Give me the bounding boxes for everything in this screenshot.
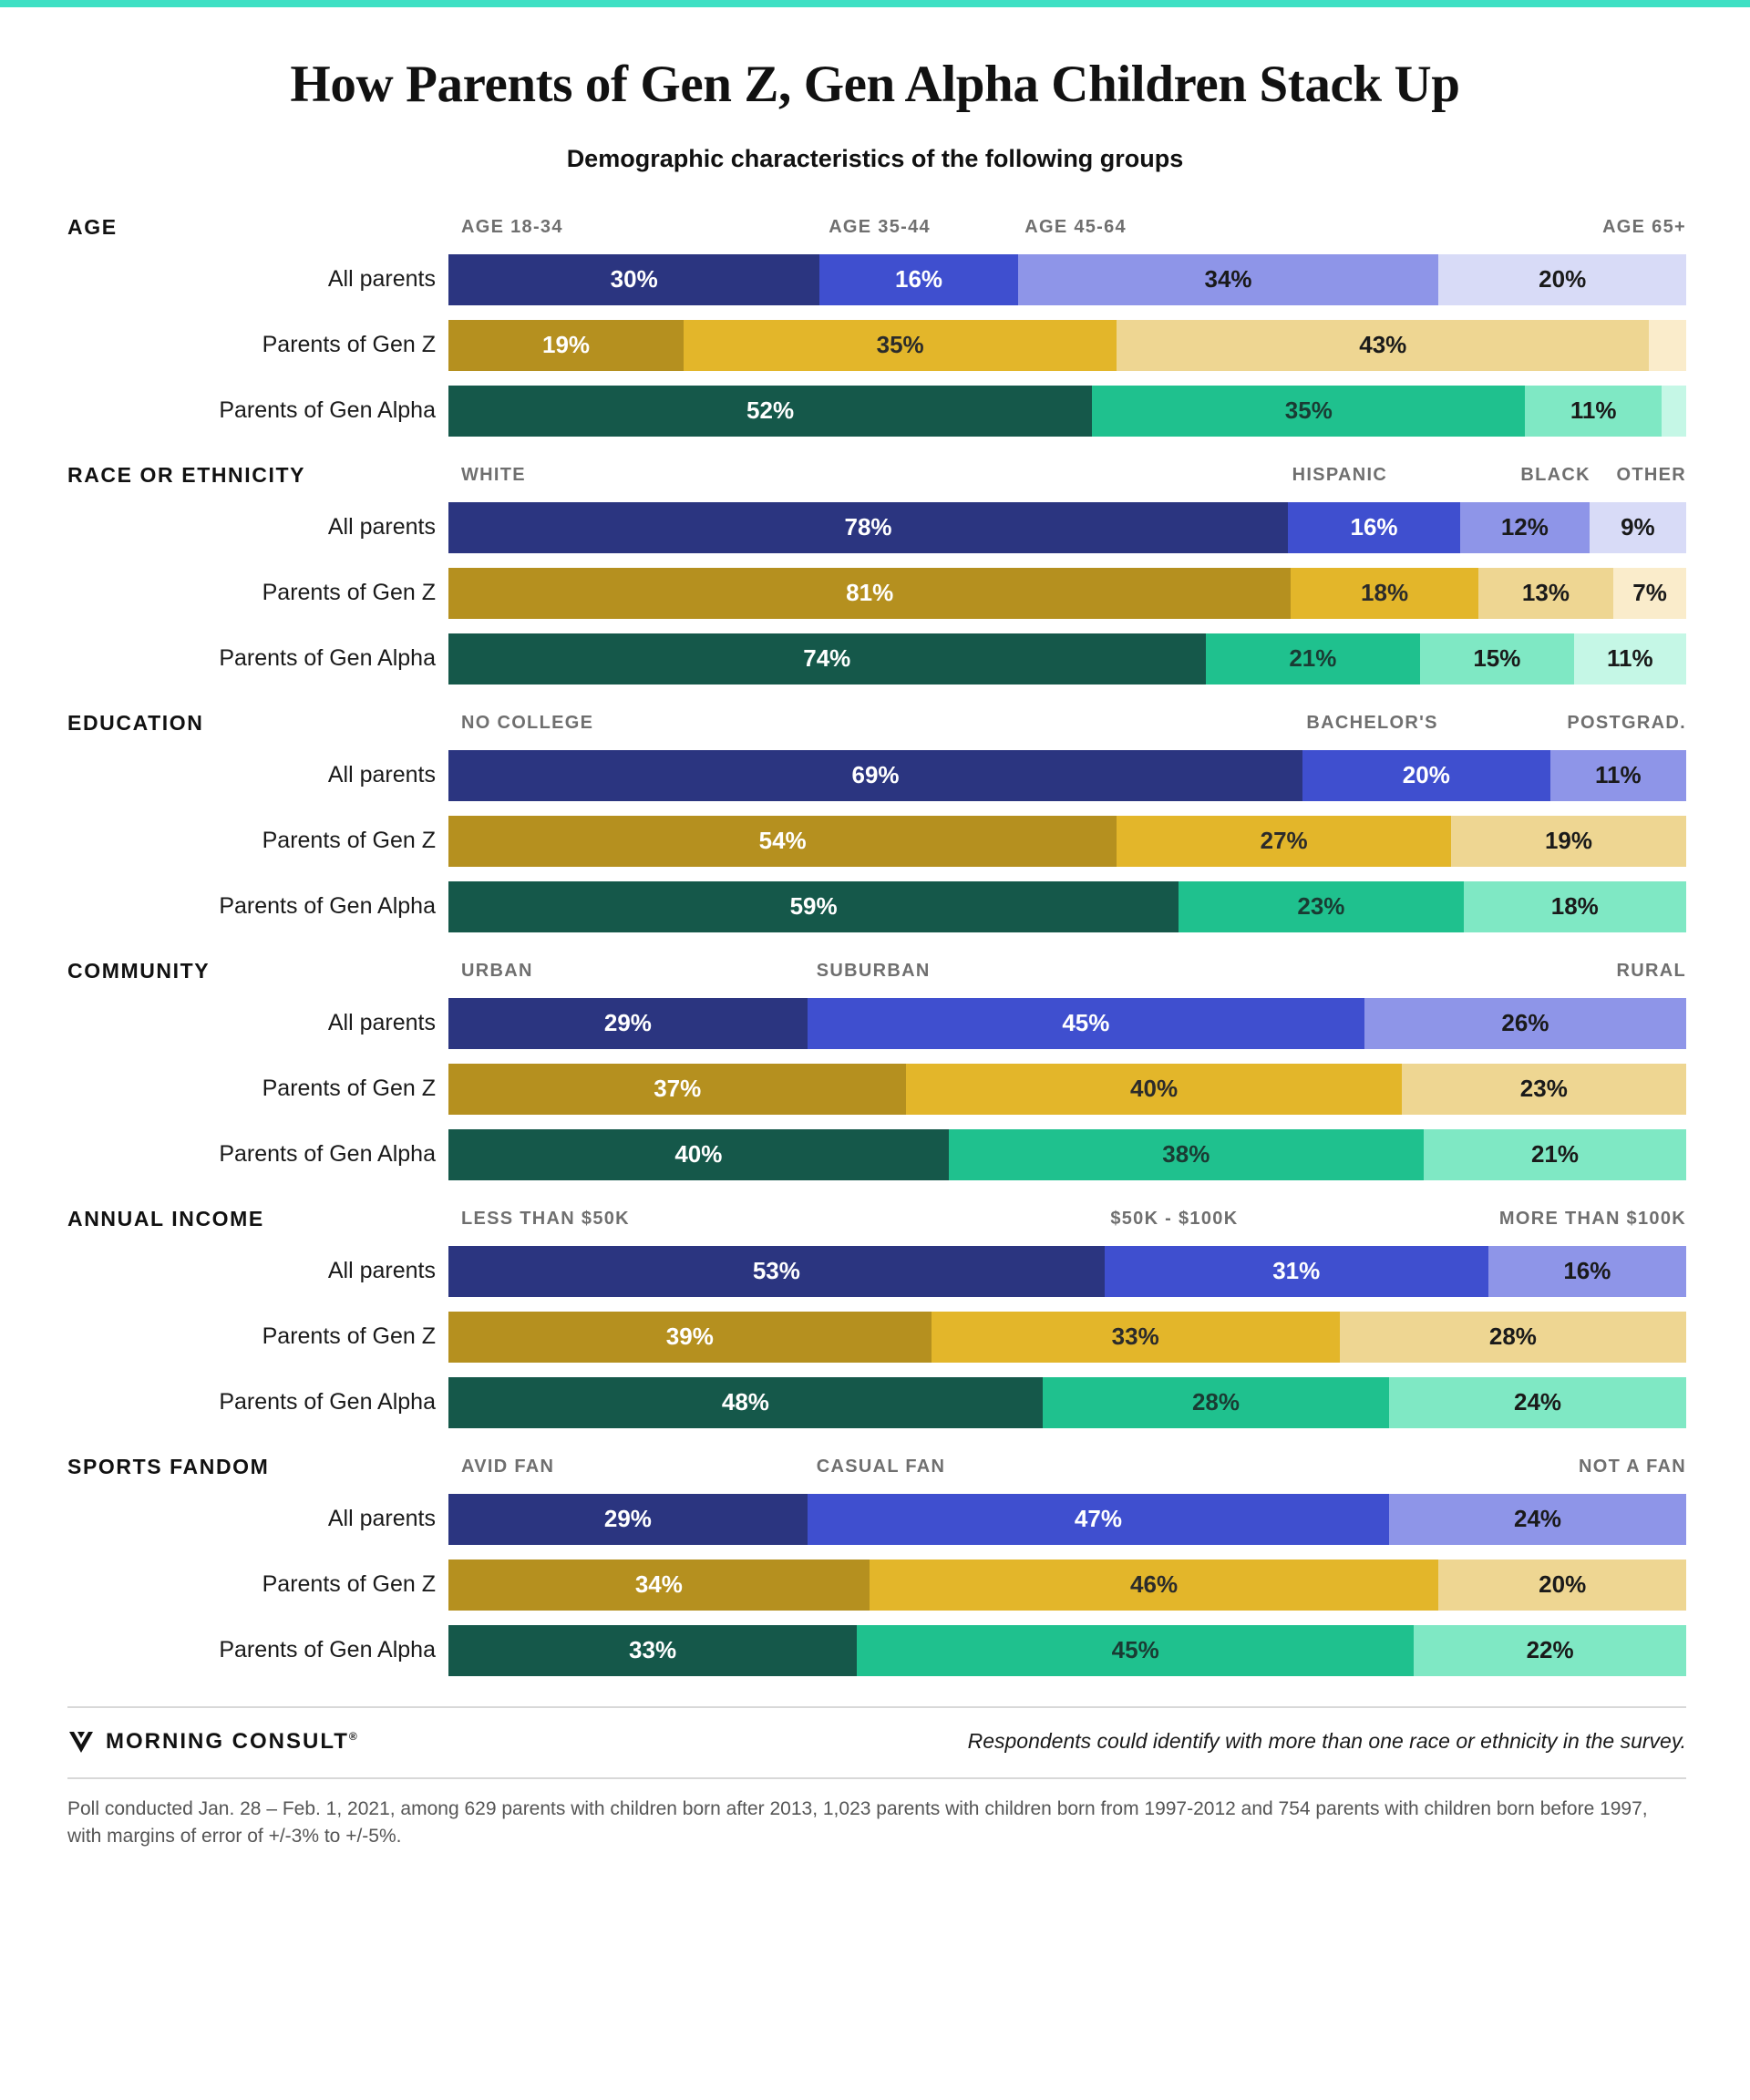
chart-row [67, 1127, 1686, 1183]
stacked-bar [448, 1129, 1686, 1180]
accent-top-rule [0, 0, 1750, 7]
chart-row [67, 1309, 1686, 1365]
row-label: Parents of Gen Z [262, 580, 436, 606]
category-label: NOT A FAN [1579, 1456, 1686, 1477]
bar-segment: 24% [1389, 1494, 1686, 1545]
bar-segment: 81% [448, 568, 1291, 619]
bar-segment: 26% [1364, 998, 1686, 1049]
bar-segment: 11% [1550, 750, 1686, 801]
category-labels [461, 1457, 1686, 1488]
bar-segment: 18% [1464, 881, 1686, 932]
row-label: All parents [327, 1506, 436, 1532]
chart-row [67, 1061, 1686, 1117]
page-title: How Parents of Gen Z, Gen Alpha Children Stack Up [290, 56, 1460, 113]
stacked-bar [448, 1494, 1686, 1545]
stacked-bar [448, 502, 1686, 553]
bar-segment: 11% [1574, 633, 1686, 685]
chart-row [67, 1557, 1686, 1613]
category-label: OTHER [1616, 464, 1686, 485]
category-label: CASUAL FAN [816, 1456, 946, 1477]
stacked-bar [448, 816, 1686, 867]
bar-segment: 20% [1438, 1560, 1686, 1611]
category-label: $50K - $100K [1110, 1208, 1239, 1229]
bar-segment: 16% [1488, 1246, 1686, 1297]
bar-segment: 21% [1206, 633, 1421, 685]
row-label: Parents of Gen Alpha [219, 1637, 436, 1663]
chart-section [67, 215, 1686, 439]
stacked-bar [448, 750, 1686, 801]
category-label: AGE 65+ [1602, 216, 1686, 237]
bar-segment: 29% [448, 998, 808, 1049]
brand [67, 1728, 359, 1755]
stacked-bar [448, 1312, 1686, 1363]
section-header [67, 1207, 1686, 1243]
bar-segment: 53% [448, 1246, 1105, 1297]
row-label: Parents of Gen Z [262, 828, 436, 854]
category-label: HISPANIC [1292, 464, 1388, 485]
stacked-bar [448, 633, 1686, 685]
bar-segment: 45% [857, 1625, 1414, 1676]
section-title: COMMUNITY [67, 958, 211, 983]
chart-section [67, 1207, 1686, 1431]
bar-segment: 31% [1105, 1246, 1488, 1297]
brand-name-text: MORNING CONSULT [106, 1728, 349, 1754]
stacked-bar [448, 881, 1686, 932]
category-label: MORE THAN $100K [1498, 1208, 1686, 1229]
category-label: URBAN [461, 960, 533, 981]
chart-row [67, 879, 1686, 935]
source-text: Poll conducted Jan. 28 – Feb. 1, 2021, among 629 parents with children born after 2013, 1,023 parents with children born from 1997-2012 and 754 parents with children born before 1997, with margins of error of +/-3% to +/-5%. [67, 1797, 1648, 1848]
chart-section [67, 463, 1686, 687]
bar-segment: 24% [1389, 1377, 1686, 1428]
category-labels [461, 465, 1686, 496]
source-section [67, 1777, 1686, 1879]
stacked-bar [448, 568, 1686, 619]
category-label: AGE 18-34 [461, 216, 563, 237]
stacked-bar [448, 320, 1686, 371]
chart-row [67, 383, 1686, 439]
bar-segment: 59% [448, 881, 1179, 932]
chart-row [67, 995, 1686, 1052]
bar-segment: 47% [808, 1494, 1389, 1545]
row-label: All parents [327, 762, 436, 788]
stacked-bar [448, 254, 1686, 305]
bar-segment: 78% [448, 502, 1288, 553]
bar-segment: 39% [448, 1312, 932, 1363]
bar-segment: 19% [1451, 816, 1686, 867]
bar-segment: 7% [1613, 568, 1686, 619]
footnote: Respondents could identify with more than one race or ethnicity in the survey. [967, 1729, 1686, 1754]
row-label: Parents of Gen Z [262, 1076, 436, 1102]
row-label: Parents of Gen Alpha [219, 397, 436, 424]
section-header [67, 215, 1686, 252]
bar-segment: 46% [870, 1560, 1439, 1611]
bar-segment: 15% [1420, 633, 1573, 685]
chart-row [67, 631, 1686, 687]
category-label: SUBURBAN [816, 960, 931, 981]
section-title: SPORTS FANDOM [67, 1454, 270, 1478]
row-label: All parents [327, 514, 436, 540]
row-label: All parents [327, 1258, 436, 1284]
stacked-bar [448, 1246, 1686, 1297]
bar-segment: 33% [932, 1312, 1340, 1363]
bar-segment: 28% [1340, 1312, 1686, 1363]
chart-row [67, 1622, 1686, 1679]
stacked-bar [448, 1560, 1686, 1611]
stacked-bar [448, 998, 1686, 1049]
chart-row [67, 747, 1686, 804]
bar-segment: 12% [1460, 502, 1590, 553]
bar-segment: 21% [1424, 1129, 1686, 1180]
category-label: RURAL [1616, 960, 1686, 981]
morning-consult-logo-icon [67, 1728, 95, 1755]
row-label: Parents of Gen Z [262, 1323, 436, 1350]
stacked-bar [448, 1377, 1686, 1428]
chart-row [67, 317, 1686, 374]
chart-row [67, 499, 1686, 556]
category-label: NO COLLEGE [461, 712, 594, 733]
bar-segment: 13% [1478, 568, 1613, 619]
bar-segment: 40% [448, 1129, 949, 1180]
category-label: WHITE [461, 464, 526, 485]
stacked-bar [448, 386, 1686, 437]
chart-section [67, 959, 1686, 1183]
bar-segment: 23% [1179, 881, 1463, 932]
bar-segment: 48% [448, 1377, 1043, 1428]
chart-row [67, 565, 1686, 622]
row-label: Parents of Gen Alpha [219, 893, 436, 920]
chart-row [67, 252, 1686, 308]
bar-segment: 35% [684, 320, 1117, 371]
category-labels [461, 217, 1686, 248]
bar-segment: 27% [1117, 816, 1451, 867]
bar-segment: 23% [1402, 1064, 1686, 1115]
bar-segment [1662, 386, 1686, 437]
brand-trademark: ® [348, 1729, 359, 1743]
bar-segment: 34% [448, 1560, 870, 1611]
chart-row [67, 1491, 1686, 1548]
bar-segment: 16% [1288, 502, 1460, 553]
section-header [67, 959, 1686, 995]
section-title: RACE OR ETHNICITY [67, 462, 306, 487]
category-label: AVID FAN [461, 1456, 555, 1477]
category-label: AGE 35-44 [829, 216, 931, 237]
row-label: Parents of Gen Z [262, 332, 436, 358]
category-labels [461, 713, 1686, 744]
bar-segment: 43% [1117, 320, 1649, 371]
bar-segment: 9% [1590, 502, 1686, 553]
bar-segment: 29% [448, 1494, 808, 1545]
category-label: BACHELOR'S [1306, 712, 1438, 733]
row-label: All parents [327, 266, 436, 293]
stacked-bar [448, 1064, 1686, 1115]
section-header [67, 463, 1686, 499]
row-label: Parents of Gen Alpha [219, 1389, 436, 1415]
stacked-bar-chart [0, 215, 1750, 1679]
row-label: All parents [327, 1010, 436, 1036]
section-header [67, 711, 1686, 747]
category-label: LESS THAN $50K [461, 1208, 630, 1229]
bar-segment [1649, 320, 1686, 371]
section-title: AGE [67, 214, 118, 239]
bar-segment: 18% [1291, 568, 1477, 619]
bar-segment: 33% [448, 1625, 857, 1676]
bar-segment: 11% [1525, 386, 1661, 437]
row-label: Parents of Gen Alpha [219, 1141, 436, 1168]
page-subtitle: Demographic characteristics of the following groups [566, 144, 1184, 172]
chart-row [67, 1374, 1686, 1431]
bar-segment: 54% [448, 816, 1117, 867]
bar-segment: 74% [448, 633, 1206, 685]
chart-row [67, 813, 1686, 870]
brand-name [106, 1729, 359, 1755]
category-label: AGE 45-64 [1024, 216, 1127, 237]
row-label: Parents of Gen Z [262, 1571, 436, 1598]
chart-section [67, 1455, 1686, 1679]
chart-section [67, 711, 1686, 935]
section-header [67, 1455, 1686, 1491]
bar-segment: 28% [1043, 1377, 1389, 1428]
chart-row [67, 1243, 1686, 1300]
category-label: POSTGRAD. [1567, 712, 1686, 733]
section-title: ANNUAL INCOME [67, 1206, 264, 1230]
bar-segment: 22% [1414, 1625, 1686, 1676]
bar-segment: 69% [448, 750, 1302, 801]
footer [67, 1706, 1686, 1755]
bar-segment: 45% [808, 998, 1364, 1049]
bar-segment: 20% [1302, 750, 1550, 801]
bar-segment: 38% [949, 1129, 1424, 1180]
bar-segment: 34% [1018, 254, 1439, 305]
category-label: BLACK [1520, 464, 1590, 485]
bar-segment: 37% [448, 1064, 906, 1115]
stacked-bar [448, 1625, 1686, 1676]
section-title: EDUCATION [67, 710, 204, 735]
row-label: Parents of Gen Alpha [219, 645, 436, 672]
bar-segment: 30% [448, 254, 819, 305]
bar-segment: 16% [819, 254, 1017, 305]
category-labels [461, 1209, 1686, 1240]
bar-segment: 35% [1092, 386, 1525, 437]
bar-segment: 40% [906, 1064, 1401, 1115]
bar-segment: 19% [448, 320, 684, 371]
bar-segment: 20% [1438, 254, 1686, 305]
category-labels [461, 961, 1686, 992]
bar-segment: 52% [448, 386, 1092, 437]
